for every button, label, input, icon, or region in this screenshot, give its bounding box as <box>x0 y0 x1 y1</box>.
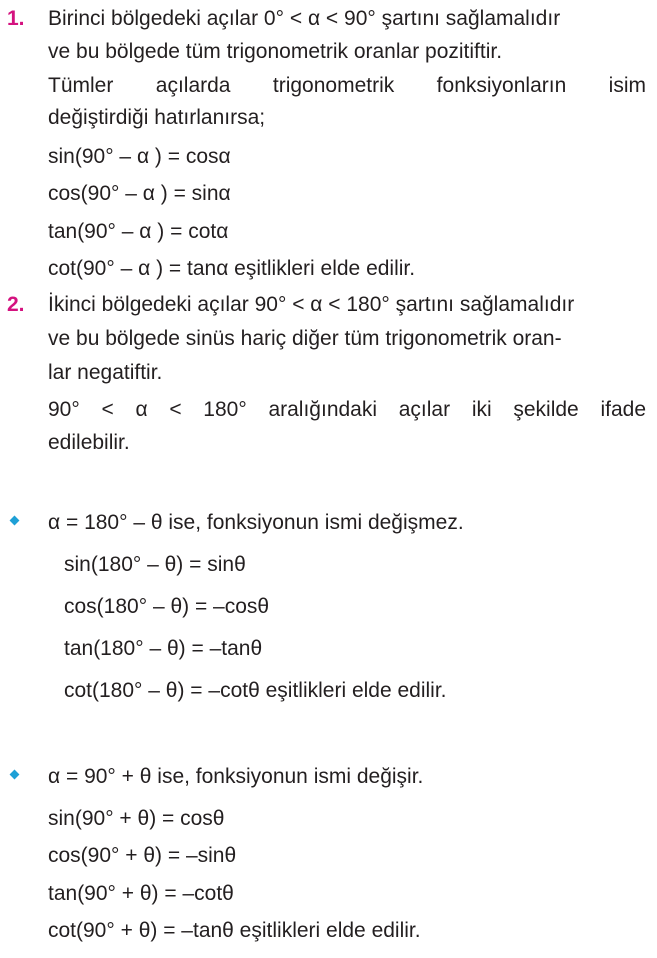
section-2-line-5: edilebilir. <box>48 431 130 454</box>
bullet-2-heading: α = 90° + θ ise, fonksiyonun ismi değişir. <box>48 765 424 788</box>
formula-1-1: sin(90° – α ) = cosα <box>48 145 231 168</box>
formula-2-2: cos(180° – θ) = –cosθ <box>64 595 270 618</box>
section-1-line-2: ve bu bölgede tüm trigonometrik oranlar pozitiftir. <box>48 40 503 63</box>
formula-2-3: tan(180° – θ) = –tanθ <box>64 637 263 660</box>
section-1-line-4: değiştirdiği hatırlanırsa; <box>48 106 266 129</box>
formula-3-3: tan(90° + θ) = –cotθ <box>48 882 234 905</box>
section-2-line-2: ve bu bölgede sinüs hariç diğer tüm trigonometrik oran- <box>48 327 562 350</box>
diamond-bullet-icon <box>10 770 20 780</box>
formula-2-4: cot(180° – θ) = –cotθ eşitlikleri elde edilir. <box>64 679 447 702</box>
bullet-1-heading: α = 180° – θ ise, fonksiyonun ismi değişmez. <box>48 511 464 534</box>
section-2-number: 2. <box>7 293 25 316</box>
section-2-line-4: 90° < α < 180° aralığındaki açılar iki şekilde ifade <box>48 398 646 421</box>
formula-1-3: tan(90° – α ) = cotα <box>48 220 229 243</box>
formula-3-4: cot(90° + θ) = –tanθ eşitlikleri elde edilir. <box>48 919 421 942</box>
formula-3-1: sin(90° + θ) = cosθ <box>48 807 225 830</box>
formula-3-2: cos(90° + θ) = –sinθ <box>48 844 237 867</box>
formula-2-1: sin(180° – θ) = sinθ <box>64 553 246 576</box>
section-1-line-1: Birinci bölgedeki açılar 0° < α < 90° şartını sağlamalıdır <box>48 7 561 30</box>
section-2-line-3: lar negatiftir. <box>48 361 163 384</box>
section-2-line-1: İkinci bölgedeki açılar 90° < α < 180° şartını sağlamalıdır <box>48 293 575 316</box>
formula-1-4: cot(90° – α ) = tanα eşitlikleri elde edilir. <box>48 257 416 280</box>
formula-1-2: cos(90° – α ) = sinα <box>48 182 231 205</box>
section-1-line-3: Tümler açılarda trigonometrik fonksiyonların isim <box>48 74 646 97</box>
section-1-number: 1. <box>7 7 25 30</box>
diamond-bullet-icon <box>10 516 20 526</box>
